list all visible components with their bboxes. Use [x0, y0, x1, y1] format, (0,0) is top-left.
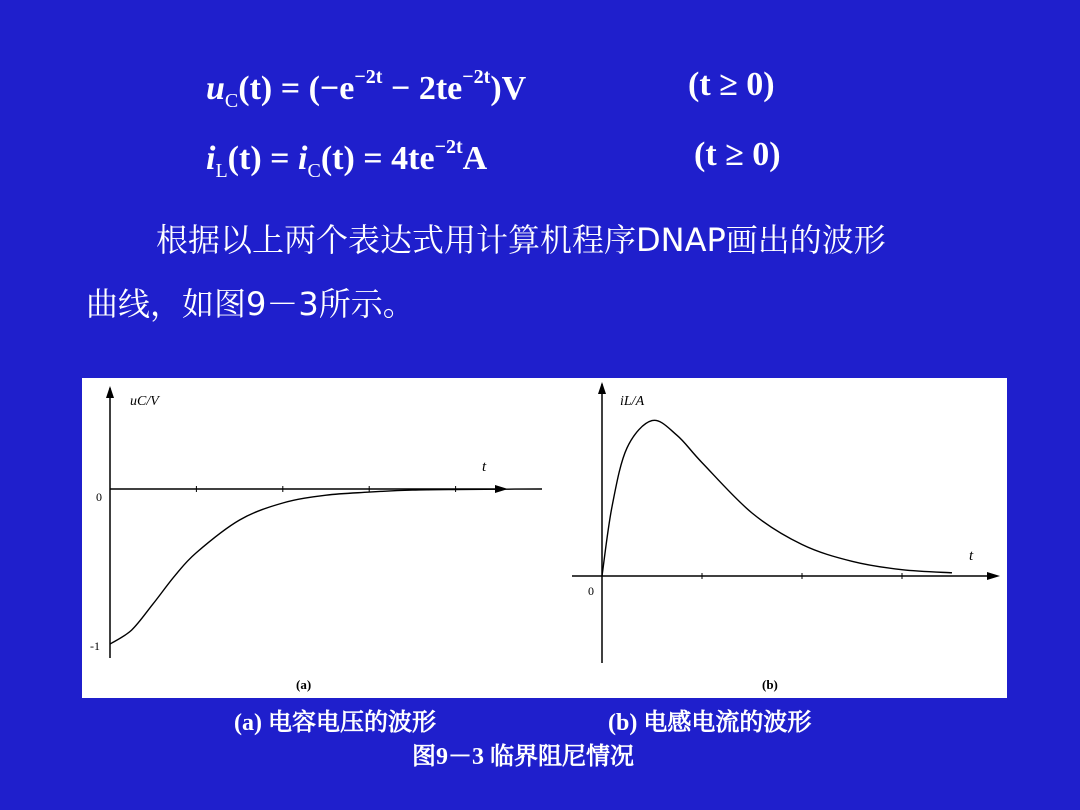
chart-b-ylabel: iL/A — [620, 394, 645, 409]
equation-capacitor-voltage — [206, 66, 526, 113]
eq2-mid-arg: (t) — [320, 140, 355, 177]
eq1-equals: = — [272, 70, 309, 107]
eq1-rhs-c: )V — [490, 70, 527, 107]
chart-a-ylabel: uC/V — [130, 394, 159, 409]
equation-inductor-current — [206, 136, 487, 183]
eq1-rhs-b-exp: −2t — [462, 66, 491, 88]
eq2-equals: = — [261, 140, 299, 177]
chart-b-panel-label: (b) — [762, 677, 778, 692]
eq1-rhs-a: (−e — [308, 70, 355, 107]
eq1-lhs-var: u — [206, 70, 225, 107]
eq2-lhs-arg: (t) — [227, 140, 262, 177]
chart-a-series-line — [110, 489, 542, 644]
eq2-mid-var: i — [298, 140, 308, 177]
paragraph-line-1: 根据以上两个表达式用计算机程序DNAP画出的波形 — [156, 221, 886, 259]
figure-panel — [82, 378, 1007, 698]
eq2-lhs-var: i — [206, 140, 216, 177]
chart-a-ytick-neg1: -1 — [90, 639, 100, 653]
caption-main: 图9－3 临界阻尼情况 — [412, 744, 634, 770]
eq1-rhs-a-exp: −2t — [354, 66, 383, 88]
eq2-lhs-sub: L — [215, 160, 228, 182]
chart-a — [90, 386, 542, 692]
waveform-figure — [82, 378, 1007, 698]
chart-b-ytick-0: 0 — [588, 584, 594, 598]
eq1-lhs-sub: C — [224, 90, 239, 112]
eq1-condition: (t ≥ 0) — [688, 66, 775, 103]
chart-a-xlabel: t — [482, 459, 487, 475]
eq2-rhs-exp: −2t — [434, 136, 463, 158]
eq2-condition: (t ≥ 0) — [694, 136, 781, 173]
eq2-mid-sub: C — [307, 160, 321, 182]
chart-b-series-line — [602, 420, 952, 576]
eq1-rhs-b: − 2te — [382, 70, 463, 107]
eq1-lhs-arg: (t) — [238, 70, 273, 107]
eq2-equals-2: = 4te — [354, 140, 435, 177]
caption-b: (b) 电感电流的波形 — [608, 710, 812, 736]
chart-b — [572, 382, 1000, 692]
chart-b-xlabel: t — [969, 548, 974, 564]
caption-a: (a) 电容电压的波形 — [234, 710, 436, 736]
eq2-rhs-unit: A — [462, 140, 488, 177]
chart-a-y-arrow — [106, 386, 114, 398]
paragraph-line-2: 曲线，如图9－3所示。 — [86, 285, 415, 323]
chart-b-y-arrow — [598, 382, 606, 394]
chart-a-panel-label: (a) — [296, 677, 312, 692]
chart-a-ytick-0: 0 — [96, 490, 102, 504]
chart-b-x-arrow — [987, 572, 1000, 580]
